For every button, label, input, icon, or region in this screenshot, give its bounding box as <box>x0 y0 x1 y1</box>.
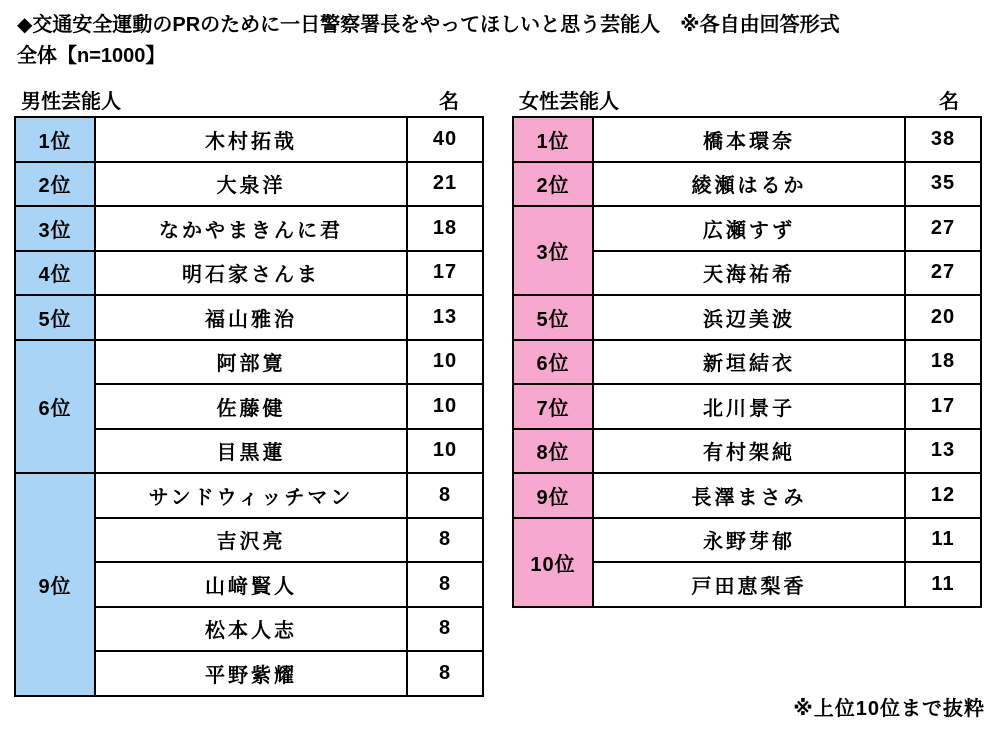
celebrity-name-cell: 綾瀬はるか <box>594 163 906 208</box>
female-table-header <box>512 86 988 114</box>
rank-cell: 4位 <box>16 252 96 297</box>
celebrity-name-cell: 目黒蓮 <box>96 430 408 475</box>
male-table-header <box>14 86 488 114</box>
count-cell: 8 <box>408 474 484 519</box>
celebrity-name-cell: 北川景子 <box>594 385 906 430</box>
celebrity-name-cell: 新垣結衣 <box>594 341 906 386</box>
table-row <box>514 385 982 430</box>
count-cell: 40 <box>408 118 484 163</box>
count-cell: 35 <box>906 163 982 208</box>
table-row <box>514 118 982 163</box>
rank-cell: 5位 <box>514 296 594 341</box>
female-ranking-table <box>512 116 982 608</box>
table-row <box>514 430 982 475</box>
rank-cell: 9位 <box>16 474 96 697</box>
celebrity-name-cell: 広瀬すず <box>594 207 906 252</box>
celebrity-name-cell: 平野紫耀 <box>96 652 408 697</box>
rank-cell: 3位 <box>514 207 594 296</box>
table-row <box>514 207 982 252</box>
count-cell: 8 <box>408 519 484 564</box>
rank-cell: 8位 <box>514 430 594 475</box>
rank-cell: 1位 <box>514 118 594 163</box>
celebrity-name-cell: 山﨑賢人 <box>96 563 408 608</box>
title-line-1: ◆交通安全運動のPRのために一日警察署長をやってほしいと思う芸能人 ※各自由回答形式 <box>17 14 840 36</box>
rank-cell: 6位 <box>16 341 96 475</box>
rank-cell: 2位 <box>514 163 594 208</box>
count-cell: 10 <box>408 385 484 430</box>
table-row <box>514 341 982 386</box>
celebrity-name-cell: 有村架純 <box>594 430 906 475</box>
rank-cell: 5位 <box>16 296 96 341</box>
table-row <box>16 163 484 208</box>
table-row <box>514 474 982 519</box>
count-cell: 10 <box>408 430 484 475</box>
celebrity-name-cell: 佐藤健 <box>96 385 408 430</box>
count-cell: 17 <box>408 252 484 297</box>
count-cell: 27 <box>906 207 982 252</box>
count-cell: 21 <box>408 163 484 208</box>
male-unit-label: 名 <box>439 91 459 113</box>
rank-cell: 10位 <box>514 519 594 608</box>
celebrity-name-cell: サンドウィッチマン <box>96 474 408 519</box>
title-line-2: 全体【n=1000】 <box>17 45 166 67</box>
table-row <box>16 474 484 519</box>
female-unit-label: 名 <box>939 91 959 113</box>
celebrity-name-cell: 永野芽郁 <box>594 519 906 564</box>
celebrity-name-cell: なかやまきんに君 <box>96 207 408 252</box>
table-row <box>16 207 484 252</box>
footnote: ※上位10位まで抜粋 <box>793 698 985 720</box>
count-cell: 12 <box>906 474 982 519</box>
celebrity-name-cell: 木村拓哉 <box>96 118 408 163</box>
celebrity-name-cell: 長澤まさみ <box>594 474 906 519</box>
celebrity-name-cell: 福山雅治 <box>96 296 408 341</box>
count-cell: 20 <box>906 296 982 341</box>
count-cell: 13 <box>408 296 484 341</box>
count-cell: 13 <box>906 430 982 475</box>
count-cell: 10 <box>408 341 484 386</box>
male-table-title: 男性芸能人 <box>21 91 121 113</box>
count-cell: 27 <box>906 252 982 297</box>
rank-cell: 1位 <box>16 118 96 163</box>
count-cell: 18 <box>408 207 484 252</box>
celebrity-name-cell: 天海祐希 <box>594 252 906 297</box>
table-row <box>16 341 484 386</box>
table-row <box>16 296 484 341</box>
celebrity-name-cell: 明石家さんま <box>96 252 408 297</box>
table-row <box>514 519 982 564</box>
rank-cell: 2位 <box>16 163 96 208</box>
celebrity-name-cell: 吉沢亮 <box>96 519 408 564</box>
count-cell: 8 <box>408 652 484 697</box>
table-row <box>514 296 982 341</box>
table-row <box>16 118 484 163</box>
count-cell: 18 <box>906 341 982 386</box>
female-table-title: 女性芸能人 <box>519 91 619 113</box>
rank-cell: 6位 <box>514 341 594 386</box>
count-cell: 38 <box>906 118 982 163</box>
celebrity-name-cell: 大泉洋 <box>96 163 408 208</box>
page-title <box>17 10 840 72</box>
rank-cell: 3位 <box>16 207 96 252</box>
count-cell: 8 <box>408 608 484 653</box>
celebrity-name-cell: 阿部寛 <box>96 341 408 386</box>
count-cell: 11 <box>906 563 982 608</box>
rank-cell: 9位 <box>514 474 594 519</box>
celebrity-name-cell: 浜辺美波 <box>594 296 906 341</box>
celebrity-name-cell: 戸田恵梨香 <box>594 563 906 608</box>
male-ranking-table <box>14 116 484 697</box>
table-row <box>514 163 982 208</box>
count-cell: 11 <box>906 519 982 564</box>
celebrity-name-cell: 橋本環奈 <box>594 118 906 163</box>
celebrity-name-cell: 松本人志 <box>96 608 408 653</box>
table-row <box>16 252 484 297</box>
rank-cell: 7位 <box>514 385 594 430</box>
count-cell: 17 <box>906 385 982 430</box>
count-cell: 8 <box>408 563 484 608</box>
